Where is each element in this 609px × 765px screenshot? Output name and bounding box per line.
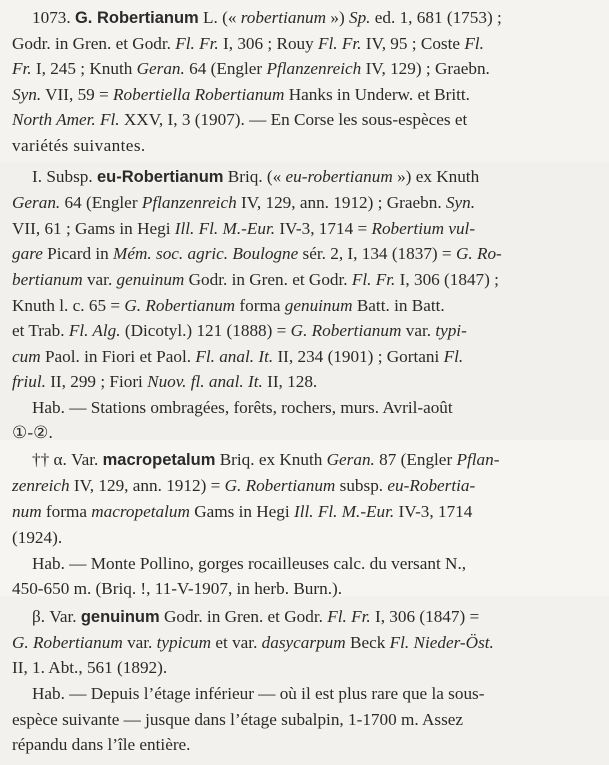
text-run: ») xyxy=(326,8,349,27)
text-run: (1924). xyxy=(12,528,63,547)
italic-text: num xyxy=(12,502,42,521)
text-line xyxy=(12,528,62,548)
text-line xyxy=(32,8,592,28)
text-line xyxy=(12,59,594,79)
text-line xyxy=(32,450,594,470)
italic-text: Ill. Fl. M.-Eur. xyxy=(293,502,395,521)
italic-text: eu-robertianum xyxy=(285,167,393,186)
text-run: ed. 1, 681 (1753) ; xyxy=(370,8,502,27)
italic-text: robertianum xyxy=(240,8,327,27)
text-run: II, 1. Abt., 561 (1892). xyxy=(12,658,168,677)
text-line xyxy=(12,372,317,392)
text-run: 1073. xyxy=(32,8,75,27)
text-line xyxy=(12,321,594,341)
text-run: forma xyxy=(235,296,285,315)
text-run: XXV, I, 3 (1907). — En Corse les sous-espèces et xyxy=(119,110,468,129)
italic-text: Mém. soc. agric. Boulogne xyxy=(113,244,299,263)
text-line xyxy=(12,136,146,156)
text-line xyxy=(12,710,594,730)
italic-text: Fl. Fr. xyxy=(351,270,396,289)
taxon-name: G. Robertianum xyxy=(74,9,199,27)
italic-text: Fl. Nieder-Öst. xyxy=(389,633,494,652)
italic-text: Syn. xyxy=(445,193,476,212)
italic-text: Robertiella Robertianum xyxy=(113,85,285,104)
text-run: I, 306 (1847) ; xyxy=(395,270,499,289)
text-run: ») ex Knuth xyxy=(392,167,480,186)
italic-text: Geran. xyxy=(326,450,375,469)
text-run: Gams in Hegi xyxy=(189,502,294,521)
text-run: Briq. ex Knuth xyxy=(215,450,327,469)
italic-text: Robertium vul- xyxy=(371,219,476,238)
text-line xyxy=(32,607,594,627)
italic-text: friul. xyxy=(12,372,46,391)
text-run: I, 245 ; Knuth xyxy=(31,59,137,78)
italic-text: cum xyxy=(12,347,41,366)
text-run: β. Var. xyxy=(32,607,81,626)
text-run: IV, 95 ; Coste xyxy=(361,34,465,53)
text-line xyxy=(12,110,594,130)
text-run: Hab. — Depuis l’étage inférieur — où il est plus rare que la sous- xyxy=(32,684,485,703)
text-run: 64 (Engler xyxy=(184,59,267,78)
italic-text: G. Ro- xyxy=(455,244,502,263)
text-run: var. xyxy=(122,633,157,652)
text-run: †† α. Var. xyxy=(32,450,103,469)
italic-text: Geran. xyxy=(12,193,61,212)
italic-text: Fl. anal. It. xyxy=(195,347,274,366)
text-line xyxy=(12,735,190,755)
italic-text: dasycarpum xyxy=(261,633,346,652)
italic-text: Fl. xyxy=(443,347,464,366)
italic-text: genuinum xyxy=(284,296,353,315)
italic-text: G. Robertianum xyxy=(124,296,236,315)
italic-text: Pflan- xyxy=(456,450,500,469)
italic-text: Nuov. fl. anal. It. xyxy=(147,372,263,391)
text-line xyxy=(32,398,594,418)
text-run: forma xyxy=(41,502,92,521)
text-line xyxy=(12,423,53,443)
italic-text: G. Robertianum xyxy=(12,633,123,652)
text-line xyxy=(12,85,594,105)
italic-text: North Amer. Fl. xyxy=(12,110,120,129)
text-run: IV, 129, ann. 1912) ; Graebn. xyxy=(236,193,446,212)
italic-text: Pflanzenreich xyxy=(266,59,362,78)
italic-text: Fl. Fr. xyxy=(327,607,371,626)
text-line xyxy=(32,167,594,187)
text-line xyxy=(12,658,167,678)
italic-text: Fl. xyxy=(464,34,484,53)
text-run: Godr. in Gren. et Godr. xyxy=(159,607,328,626)
text-run: IV-3, 1714 xyxy=(394,502,473,521)
italic-text: G. Robertianum xyxy=(224,476,336,495)
italic-text: Sp. xyxy=(348,8,371,27)
text-line xyxy=(12,219,594,239)
text-run: Briq. (« xyxy=(223,167,286,186)
text-run: espèce suivante — jusque dans l’étage subalpin, 1-1700 m. Assez xyxy=(12,710,464,729)
italic-text: Ill. Fl. M.-Eur. xyxy=(174,219,276,238)
text-run: 450-650 m. (Briq. !, 11-V-1907, in herb. Burn.). xyxy=(12,579,343,598)
text-run: II, 299 ; Fiori xyxy=(45,372,148,391)
text-run: ①-②. xyxy=(12,423,53,442)
text-line xyxy=(12,244,594,264)
text-run: I, 306 (1847) = xyxy=(370,607,480,626)
text-run: IV, 129) ; Graebn. xyxy=(361,59,490,78)
text-run: Hab. — Stations ombragées, forêts, rochers, murs. Avril-août xyxy=(32,398,453,417)
italic-text: zenreich xyxy=(12,476,70,495)
italic-text: G. Robertianum xyxy=(290,321,402,340)
italic-text: Syn. xyxy=(12,85,42,104)
text-run: Paol. in Fiori et Paol. xyxy=(40,347,196,366)
taxon-name: genuinum xyxy=(80,608,160,626)
text-run: IV-3, 1714 = xyxy=(275,219,372,238)
taxon-name: macropetalum xyxy=(102,451,216,469)
italic-text: Fl. Fr. xyxy=(318,34,362,53)
text-run: et Trab. xyxy=(12,321,69,340)
text-line xyxy=(12,34,594,54)
text-line xyxy=(32,684,594,704)
text-line xyxy=(12,347,594,367)
text-run: (Dicotyl.) 121 (1888) = xyxy=(120,321,291,340)
text-line xyxy=(12,296,594,316)
text-run: et var. xyxy=(211,633,262,652)
text-run: VII, 59 = xyxy=(41,85,114,104)
text-run: II, 128. xyxy=(262,372,318,391)
text-run: Beck xyxy=(345,633,390,652)
italic-text: bertianum xyxy=(12,270,83,289)
text-run: subsp. xyxy=(335,476,388,495)
text-run: 64 (Engler xyxy=(60,193,142,212)
text-run: Godr. in Gren. et Godr. xyxy=(184,270,352,289)
italic-text: macropetalum xyxy=(91,502,190,521)
text-run: Hab. — Monte Pollino, gorges rocailleuses calc. du versant N., xyxy=(32,554,467,573)
text-run: L. (« xyxy=(198,8,241,27)
italic-text: Geran. xyxy=(136,59,185,78)
text-run: I, 306 ; Rouy xyxy=(218,34,319,53)
italic-text: genuinum xyxy=(116,270,185,289)
italic-text: Pflanzenreich xyxy=(141,193,237,212)
italic-text: Fr. xyxy=(12,59,32,78)
text-line xyxy=(12,633,594,653)
text-run: II, 234 (1901) ; Gortani xyxy=(273,347,444,366)
text-run: Hanks in Underw. et Britt. xyxy=(284,85,470,104)
text-run: répandu dans l’île entière. xyxy=(12,735,191,754)
italic-text: typicum xyxy=(156,633,212,652)
taxon-name: eu-Robertianum xyxy=(96,168,224,186)
text-run: Knuth l. c. 65 = xyxy=(12,296,125,315)
text-run: I. Subsp. xyxy=(32,167,97,186)
text-line xyxy=(12,270,594,290)
text-line xyxy=(12,579,342,599)
text-line xyxy=(12,476,594,496)
text-run: variétés suivantes. xyxy=(12,136,146,155)
text-run: var. xyxy=(82,270,117,289)
italic-text: Fl. Alg. xyxy=(68,321,121,340)
italic-text: gare xyxy=(12,244,43,263)
text-line xyxy=(12,193,594,213)
text-run: var. xyxy=(401,321,436,340)
italic-text: eu-Robertia- xyxy=(387,476,476,495)
text-run: Picard in xyxy=(42,244,114,263)
italic-text: typi- xyxy=(435,321,467,340)
text-run: sér. 2, I, 134 (1837) = xyxy=(298,244,456,263)
text-run: VII, 61 ; Gams in Hegi xyxy=(12,219,175,238)
text-run: Godr. in Gren. et Godr. xyxy=(12,34,176,53)
italic-text: Fl. Fr. xyxy=(175,34,219,53)
text-line xyxy=(12,502,594,522)
text-run: 87 (Engler xyxy=(374,450,457,469)
text-run: Batt. in Batt. xyxy=(352,296,445,315)
text-run: IV, 129, ann. 1912) = xyxy=(69,476,225,495)
text-line xyxy=(32,554,594,574)
